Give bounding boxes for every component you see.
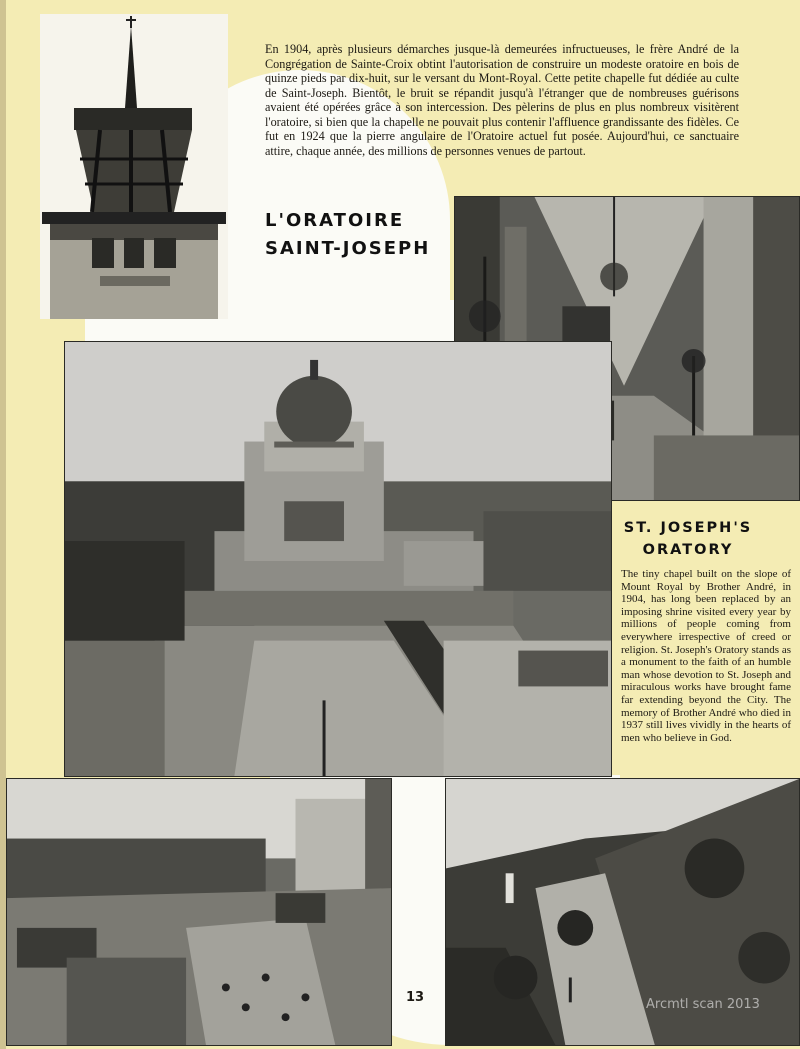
crowd-photo [6,778,392,1046]
english-paragraph: The tiny chapel built on the slope of Mount Royal by Brother André, in 1904, has long been replaced by an imposing shrine visited every year by millions of people coming from everywhere irrespective of creed or religion. St. Joseph's Oratory stands as a monument to the faith of an humble man whose devotion to St. Joseph and miraculous works have brought fame far extending beyond the City. The memory of Brother André who died in 1937 still lives vividly in the hearts of men who believe in God. [621,568,791,744]
french-paragraph: En 1904, après plusieurs démarches jusque-là demeurées infructueuses, le frère André de la Congrégation de Sainte-Croix obtint l'autorisation de construire un modeste oratoire en bois de quinze pieds par dix-huit, sur le versant du Mont-Royal. Cette petite chapelle fut dédiée au culte de Saint-Joseph. Bientôt, le bruit se répandit jusqu'à l'étranger que de nombreuses guérisons avaient été opérées grâce à son intercession. Des pèlerins de plus en plus nombreux visitèrent l'oratoire, si bien que la chapelle ne pouvait plus contenir l'affluence grandissante des fidèles. Ce fut en 1924 que la pierre angulaire de l'Oratoire actuel fut posée. Aujourd'hui, ce sanctuaire attire, chaque année, des millions de personnes venues de partout. [265,42,739,158]
page-number: 13 [406,990,425,1005]
garden-path-photo [445,778,800,1046]
oratory-exterior-photo [64,341,612,777]
french-title [265,207,430,263]
bell-tower-photo [40,14,228,319]
scan-watermark: Arcmtl scan 2013 [646,997,760,1012]
english-title-line1: ST. JOSEPH'S [623,520,753,536]
english-title-line2: ORATORY [642,542,734,558]
french-title-line2: SAINT-JOSEPH [265,238,431,259]
english-title [608,517,768,561]
french-title-line1: L'ORATOIRE [265,210,405,231]
